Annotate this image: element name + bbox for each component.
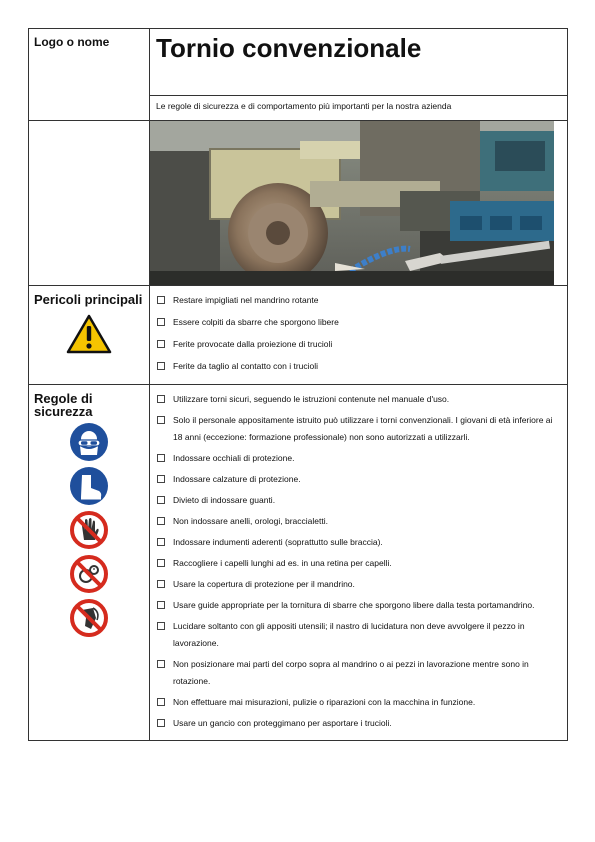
rules-list (150, 385, 567, 740)
checkbox-icon (157, 340, 165, 348)
checkbox-icon (157, 362, 165, 370)
checkbox-icon (157, 318, 165, 326)
rules-label-cell (29, 385, 150, 741)
list-item (156, 471, 559, 488)
list-item (156, 391, 559, 408)
checkbox-icon (157, 496, 165, 504)
rule-text: Indossare calzature di protezione. (173, 474, 301, 484)
no-loose-clothing-icon (69, 598, 109, 638)
list-item (156, 534, 559, 551)
hazard-icon-wrap (29, 306, 149, 358)
photo-cell (150, 121, 568, 286)
no-jewelry-icon (69, 554, 109, 594)
safety-sheet (28, 28, 568, 741)
logo-cell (29, 29, 150, 121)
list-item (156, 694, 559, 711)
rule-text: Utilizzare torni sicuri, seguendo le istruzioni contenute nel manuale d'uso. (173, 394, 450, 404)
hazard-text: Ferite da taglio al contatto con i trucioli (173, 361, 319, 371)
checkbox-icon (157, 395, 165, 403)
list-item (156, 292, 559, 309)
logo-label: Logo o nome (34, 35, 110, 49)
safety-boots-icon (69, 466, 109, 506)
rule-text: Divieto di indossare guanti. (173, 495, 276, 505)
checkbox-icon (157, 296, 165, 304)
checkbox-icon (157, 475, 165, 483)
subtitle-cell (150, 96, 568, 121)
checkbox-icon (157, 601, 165, 609)
rule-text: Solo il personale appositamente istruito può utilizzare i torni convenzionali. I giovani di età inferiore ai 18 anni (eccezione: formazione professionale) non sono autorizzati a utilizzarli. (173, 415, 553, 442)
rule-text: Non effettuare mai misurazioni, pulizie o riparazioni con la macchina in funzione. (173, 697, 476, 707)
list-item (156, 618, 559, 652)
list-item (156, 450, 559, 467)
list-item (156, 555, 559, 572)
list-item (156, 314, 559, 331)
list-item (156, 513, 559, 530)
page-subtitle: Le regole di sicurezza e di comportamento più importanti per la nostra azienda (156, 101, 452, 111)
rules-cell (150, 385, 568, 741)
checkbox-icon (157, 622, 165, 630)
hazards-list (150, 286, 567, 384)
list-item (156, 656, 559, 690)
rule-text: Usare un gancio con proteggimano per asportare i trucioli. (173, 718, 392, 728)
rules-label: Regole di sicurezza (34, 391, 93, 419)
list-item (156, 358, 559, 375)
hazard-text: Restare impigliati nel mandrino rotante (173, 295, 319, 305)
list-item (156, 492, 559, 509)
list-item (156, 412, 559, 446)
checkbox-icon (157, 559, 165, 567)
checkbox-icon (157, 416, 165, 424)
no-gloves-icon (69, 510, 109, 550)
checkbox-icon (157, 517, 165, 525)
hazard-label-cell (29, 286, 150, 385)
list-item (156, 715, 559, 732)
checkbox-icon (157, 719, 165, 727)
rule-text: Indossare indumenti aderenti (soprattutto sulle braccia). (173, 537, 383, 547)
hazard-text: Essere colpiti da sbarre che sporgono libere (173, 317, 339, 327)
rule-text: Usare guide appropriate per la tornitura di sbarre che sporgono libere dalla testa portamandrino. (173, 600, 535, 610)
list-item (156, 597, 559, 614)
empty-cell (29, 121, 150, 286)
checkbox-icon (157, 698, 165, 706)
list-item (156, 336, 559, 353)
rule-text: Non indossare anelli, orologi, braccialetti. (173, 516, 328, 526)
checkbox-icon (157, 454, 165, 462)
hazards-label: Pericoli principali (34, 292, 143, 307)
rule-text: Raccogliere i capelli lunghi ad es. in una retina per capelli. (173, 558, 392, 568)
title-cell (150, 29, 568, 96)
rules-icons (29, 418, 149, 642)
hazard-text: Ferite provocate dalla proiezione di trucioli (173, 339, 333, 349)
warning-triangle-icon (66, 314, 112, 354)
checkbox-icon (157, 538, 165, 546)
hazards-cell (150, 286, 568, 385)
checkbox-icon (157, 660, 165, 668)
list-item (156, 576, 559, 593)
checkbox-icon (157, 580, 165, 588)
rule-text: Lucidare soltanto con gli appositi utensili; il nastro di lucidatura non deve avvolgere il pezzo in lavorazione. (173, 621, 525, 648)
eye-protection-icon (69, 422, 109, 462)
lathe-photo (150, 121, 554, 285)
rule-text: Non posizionare mai parti del corpo sopra al mandrino o ai pezzi in lavorazione mentre sono in rotazione. (173, 659, 529, 686)
rule-text: Usare la copertura di protezione per il mandrino. (173, 579, 355, 589)
page-title: Tornio convenzionale (156, 33, 422, 63)
rule-text: Indossare occhiali di protezione. (173, 453, 295, 463)
